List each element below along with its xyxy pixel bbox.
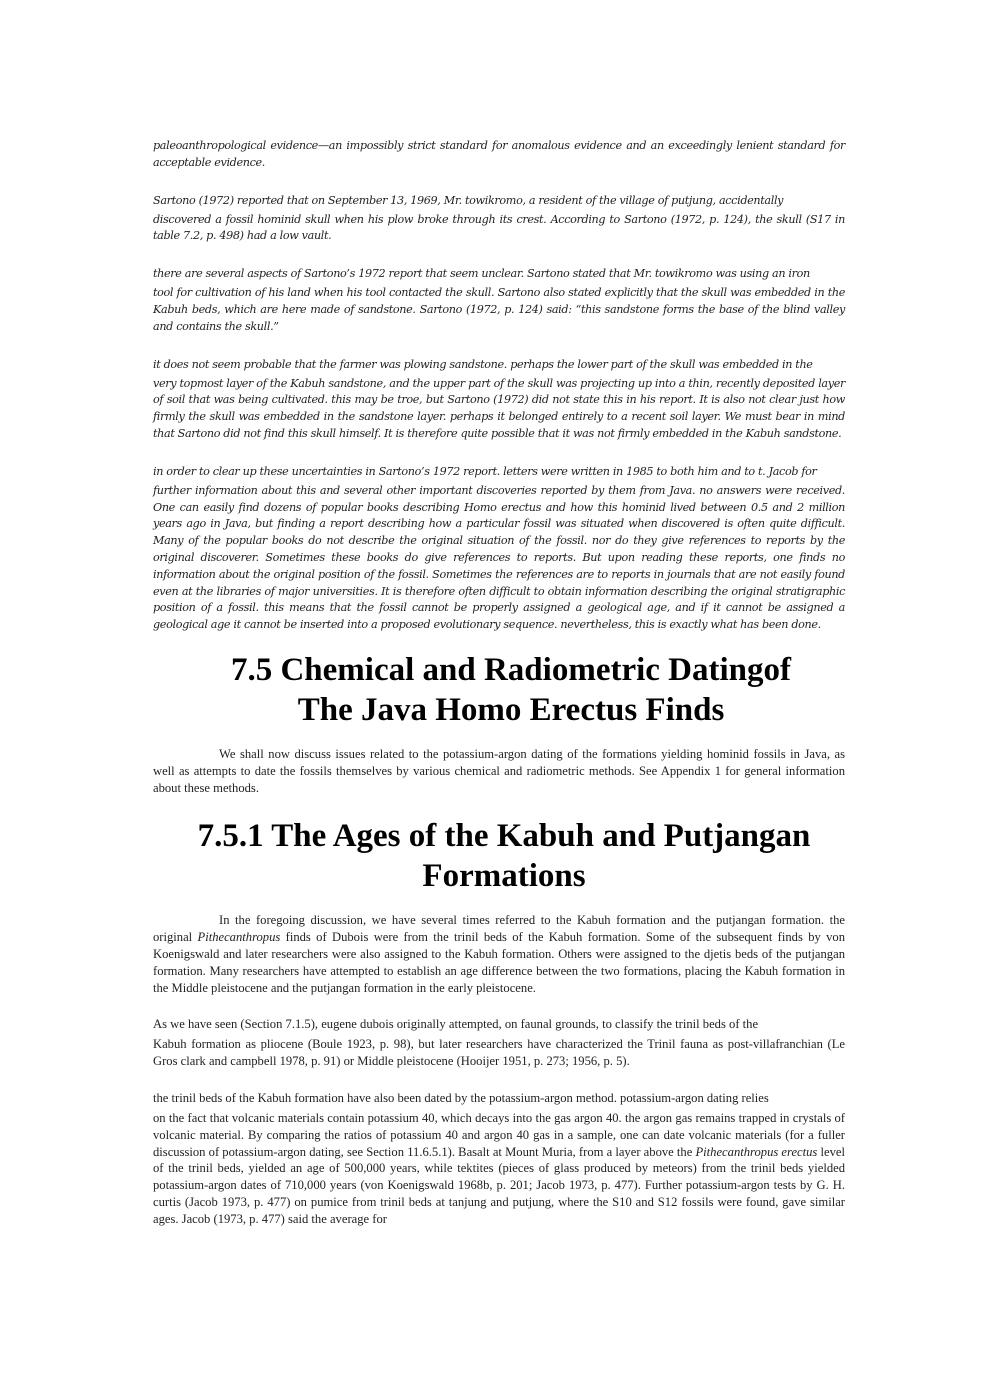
paragraph-unclear-first-line: there are several aspects of Sartono’s 1972 report that seem unclear. Sartono stated that Mr. towikromo was using an iron — [153, 267, 810, 281]
paragraph-sartono: discovered a fossil hominid skull when his plow broke through its crest. According to Sartono (1972, p. 124), the skull (S17 in table 7.2, p. 498) had a low vault. — [153, 212, 845, 243]
text-run: In the foregoing discussion, we have several times referred to the Kabuh formation and the putjangan formation. the original — [153, 913, 845, 945]
paragraph-farmer-first-line: it does not seem probable that the farmer was plowing sandstone. perhaps the lower part of the skull was embedded in the — [153, 357, 813, 371]
text-run: on the fact that volcanic materials contain potassium 40, which decays into the gas argon 40. the argon gas remains trapped in crystals of volcanic material. By comparing the ratios of potassium 40 and argon 40 gas in a sample, one can date volcanic materials (for a fuller discussion of potassium-argon dating, see Section 11.6.5.1). Basalt at Mount Muria, from a layer above the — [153, 1110, 845, 1159]
heading-line-1: 7.5 Chemical and Radiometric Datingof — [230, 651, 792, 688]
paragraph-farmer: very topmost layer of the Kabuh sandstone, and the upper part of the skull was projecting up into a thin, recently deposited layer of soil that was being cultivated. this may be troe, but Sartono (1972) did not state this in his report. It is also not clear just how firmly the skull was embedded in the sandstone layer. perhaps it belonged entirely to a recent soil layer. We must bear in mind that Sartono did not find this skull himself. It is therefore quite possible that it was not firmly embedded in the Kabuh sandstone. — [153, 376, 845, 440]
text-run: finds of Dubois were from the trinil beds of the Kabuh formation. Some of the subsequent finds by von Koenigswald and later researchers were also assigned to the Kabuh formation. Others were assigned to the djetis beds of the putjangan formation. Many researchers have attempted to establish an age difference between the two formations, placing the Kabuh formation in the Middle pleistocene and the putjangan formation in the early pleistocene. — [153, 930, 846, 995]
heading-line-2: The Java Homo Erectus Finds — [297, 691, 725, 728]
section-heading-7-5-1 — [153, 816, 845, 896]
paragraph-unclear: tool for cultivation of his land when his tool contacted the skull. Sartono also stated explicitly that the skull was embedded in the Kabuh beds, which are here made of sandstone. Sartono (1972, p. 124) said: “this sandstone forms the base of the blind valley and contains the skull.” — [153, 286, 845, 333]
paragraph-potassium-argon — [153, 1110, 845, 1228]
italic-term: Pithecanthropus — [197, 930, 281, 945]
italic-term: Pithecanthropus erectus — [695, 1144, 818, 1159]
section-heading-7-5 — [153, 650, 845, 730]
section-7-5-intro: We shall now discuss issues related to the potassium-argon dating of the formations yielding hominid fossils in Java, as well as attempts to date the fossils themselves by various chemical and radiometric methods. See Appendix 1 for general information about these methods. — [153, 746, 845, 795]
heading-line-2: Formations — [422, 858, 586, 895]
paragraph-dubois-first-line: As we have seen (Section 7.1.5), eugene dubois originally attempted, on faunal grounds, to classify the trinil beds of the — [153, 1017, 759, 1032]
heading-line-1: 7.5.1 The Ages of the Kabuh and Putjangan — [197, 818, 811, 855]
paragraph-standard: paleoanthropological evidence—an impossibly strict standard for anomalous evidence and an exceedingly lenient standard for acceptable evidence. — [153, 139, 845, 169]
paragraph-dubois: Kabuh formation as pliocene (Boule 1923, p. 98), but later researchers have characterized the Trinil fauna as post-villafranchian (Le Gros clark and campbell 1978, p. 91) or Middle pleistocene (Hooijer 1951, p. 273; 1956, p. 5). — [153, 1037, 845, 1069]
paragraph-letters-first-line: in order to clear up these uncertainties in Sartono’s 1972 report. letters were written in 1985 to both him and to t. Jacob for — [153, 464, 817, 478]
paragraph-formations — [153, 912, 845, 996]
paragraph-letters: further information about this and several other important discoveries reported by them from Java. no answers were received. One can easily find dozens of popular books describing Homo erectus and how this hominid lived between 0.5 and 2 million years ago in Java, but finding a report describing how a particular fossil was situated when discovered is often quite difficult. Many of the popular books do not describe the original situation of the fossil. nor do they give references to reports by the original discoverer. Sometimes these books do give references to reports. But upon reading these reports, one finds no information about the original position of the fossil. Sometimes the references are to reports in journals that are not easily found even at the libraries of major universities. It is therefore often difficult to obtain information describing the original stratigraphic position of a fossil. this means that the fossil cannot be properly assigned a geological age, and if it cannot be assigned a geological age it cannot be inserted into a proposed evolutionary sequence. nevertheless, this is exactly what has been done. — [153, 483, 845, 632]
paragraph-potassium-argon-first-line: the trinil beds of the Kabuh formation have also been dated by the potassium-argon method. potassium-argon dating relies — [153, 1090, 769, 1105]
document-page — [153, 138, 845, 1227]
text-run: level of the trinil beds, yielded an age of 500,000 years, while tektites (pieces of glass produced by meteors) from the trinil beds yielded potassium-argon dates of 710,000 years (von Koenigswald 1968b, p. 201; Jacob 1973, p. 477). Further potassium-argon tests by G. H. curtis (Jacob 1973, p. 477) on pumice from trinil beds at tanjung and putjung, where the S10 and S12 fossils were found, gave similar ages. Jacob (1973, p. 477) said the average for — [153, 1144, 845, 1226]
paragraph-sartono-first-line: Sartono (1972) reported that on September 13, 1969, Mr. towikromo, a resident of the village of putjung, accidentally — [153, 193, 784, 207]
